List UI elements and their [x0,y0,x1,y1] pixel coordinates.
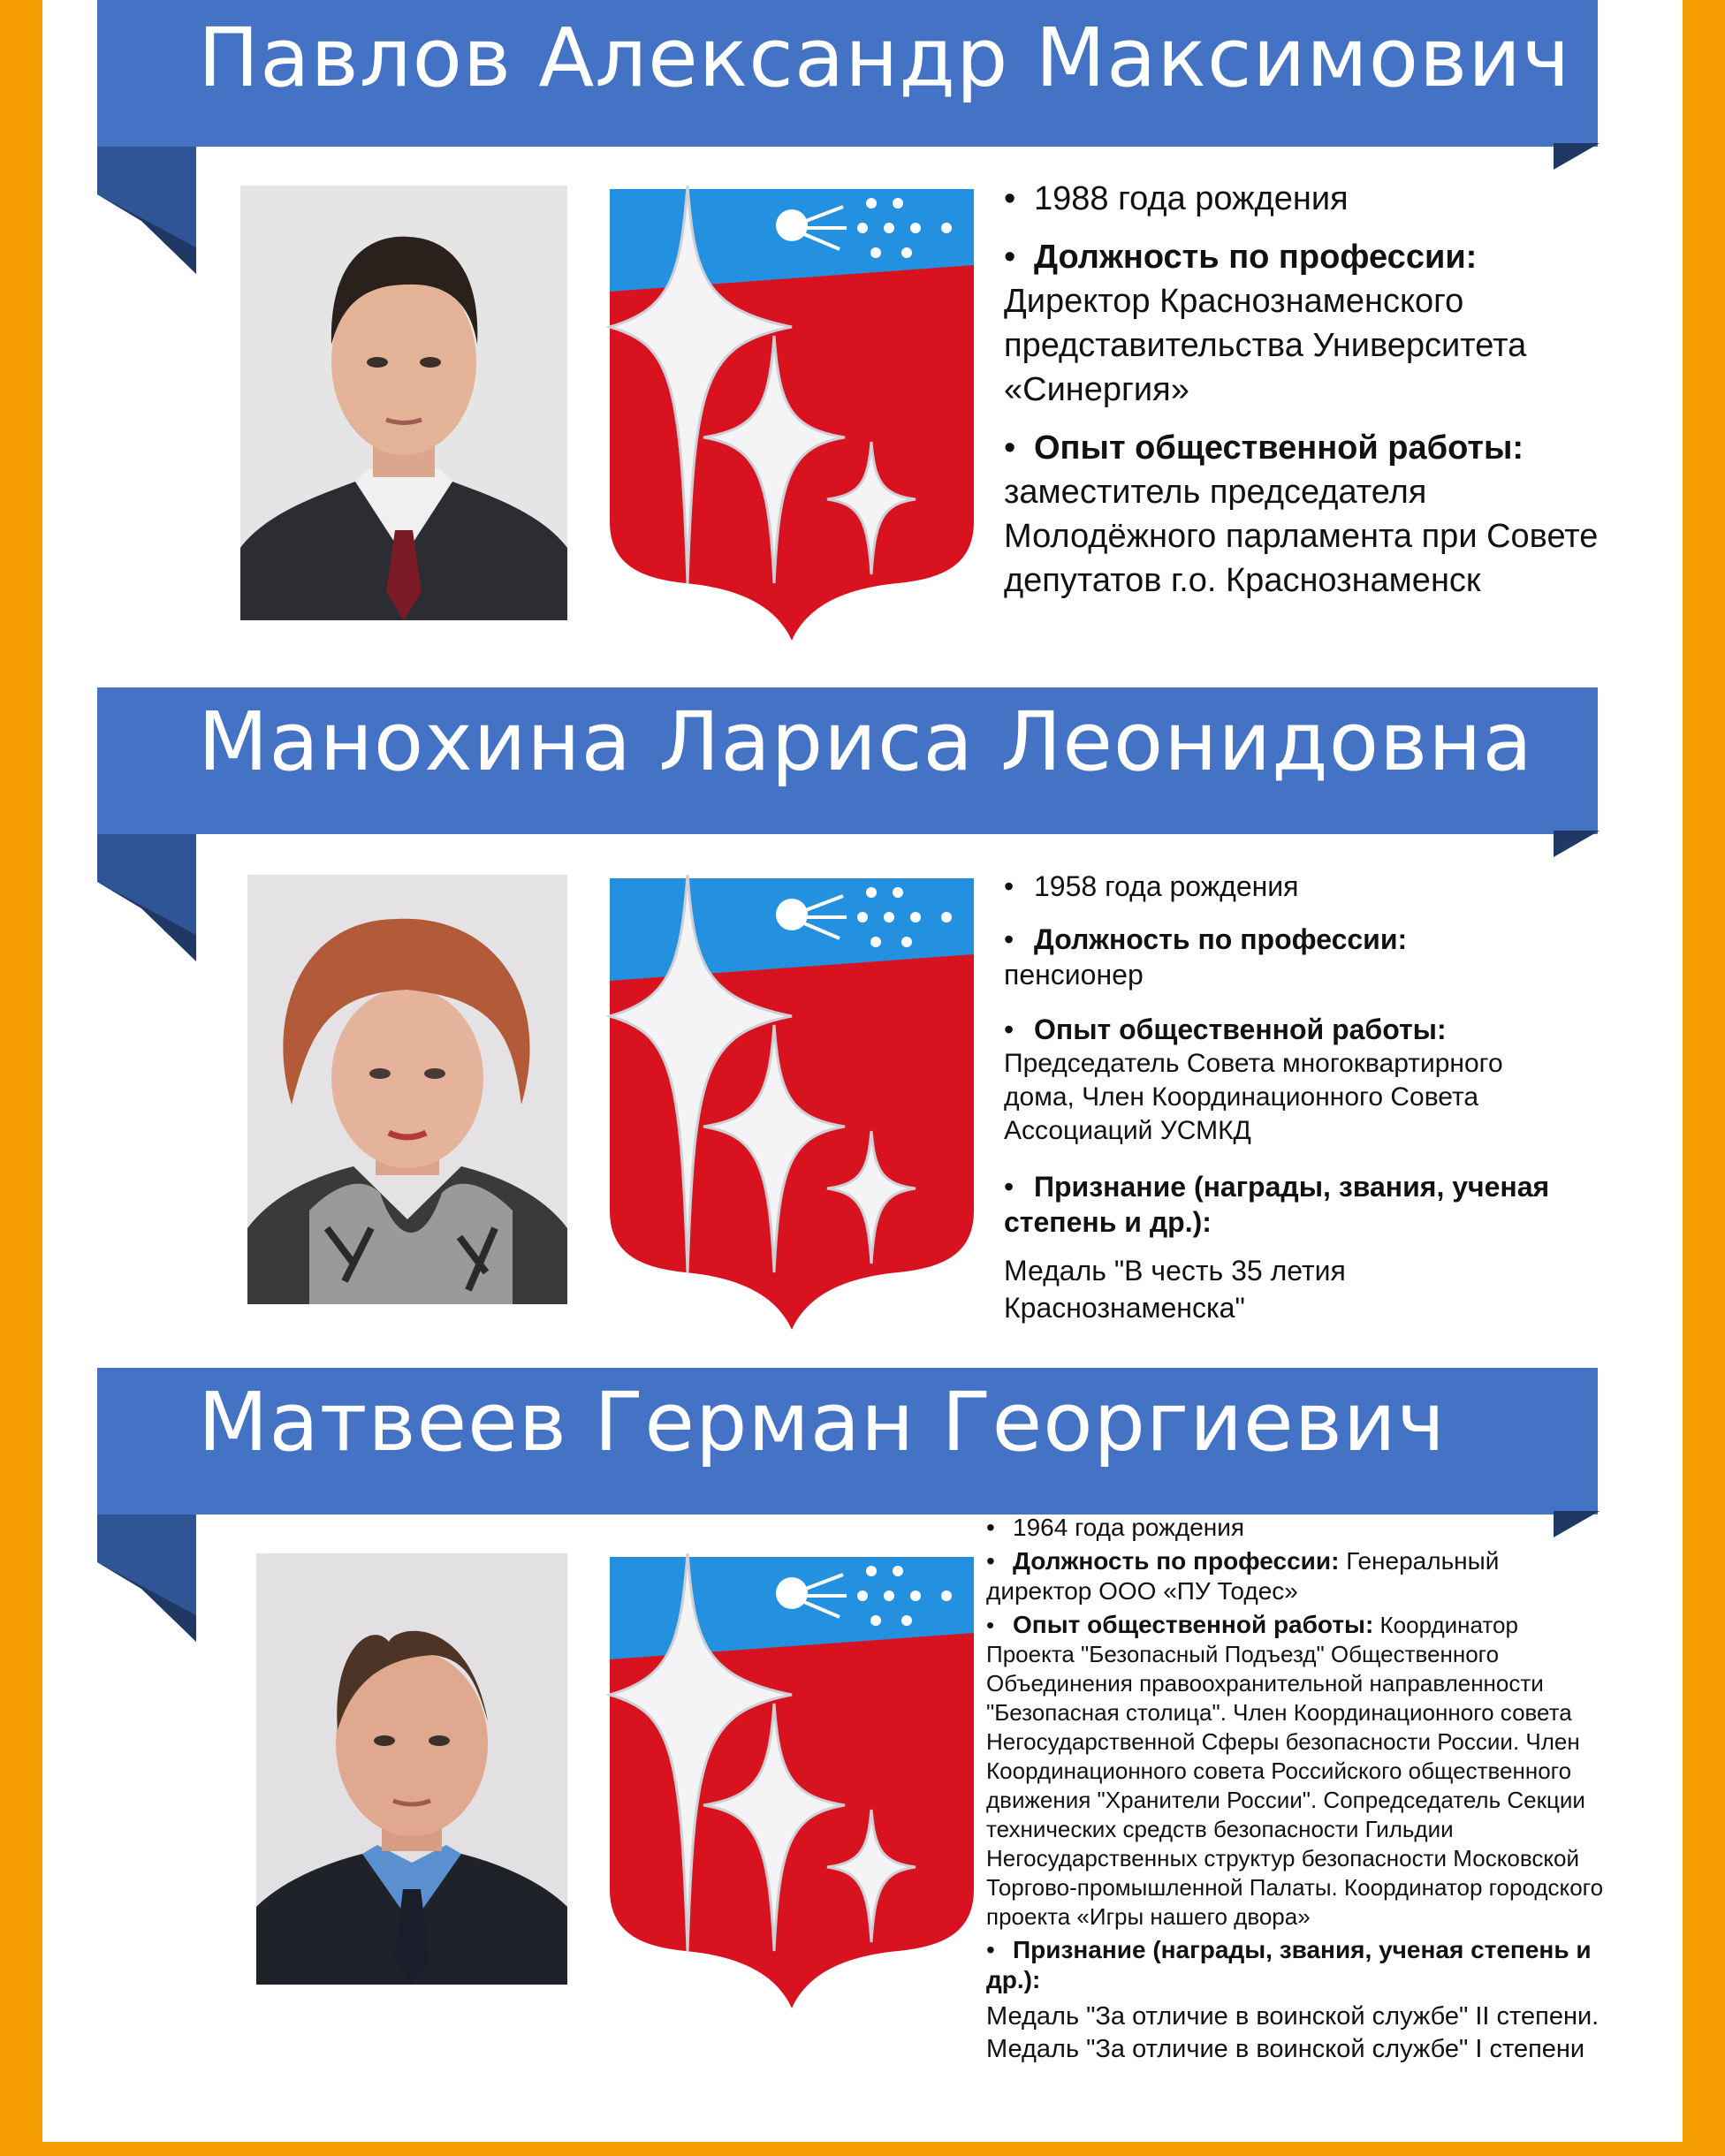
ribbon-fold-right [1554,831,1600,857]
candidate-info [986,1513,1605,2066]
bullet-icon: • [1004,180,1016,217]
bullet-icon: • [986,1547,995,1575]
awards-label: Признание (награды, звания, ученая степень и др.): [1004,1171,1550,1238]
candidate-info [1004,869,1640,1326]
experience-label: Опыт общественной работы: [1013,1611,1374,1638]
candidate-name: Манохина Лариса Леонидовна [198,695,1533,789]
candidate-photo [256,1553,567,1985]
awards-value: Медаль "За отличие в воинской службе" II степени. Медаль "За отличие в воинской службе" I степени [986,2002,1600,2063]
bullet-icon: • [1004,429,1016,467]
experience-label: Опыт общественной работы: [1034,429,1524,467]
bullet-icon: • [1004,1013,1014,1045]
crest-icon [606,1553,977,2013]
candidate-name: Матвеев Герман Георгиевич [198,1375,1447,1469]
candidate-card [42,0,1683,680]
position-value: Директор Краснознаменского представительства Университета «Синергия» [1004,283,1527,408]
candidate-photo [247,875,567,1304]
ribbon-fold-right [1554,143,1600,170]
bullet-icon: • [986,1936,995,1963]
position-value: пенсионер [1004,959,1144,991]
crest-icon [606,875,977,1334]
bullet-icon: • [986,1612,995,1638]
position-label: Должность по профессии: [1034,923,1408,955]
birth-year: 1958 года рождения [1034,870,1299,902]
candidate-info [1004,177,1640,603]
experience-value: заместитель председателя Молодёжного парламента при Совете депутатов г.о. Краснознаменск [1004,474,1599,599]
candidate-card [42,687,1683,1359]
experience-label: Опыт общественной работы: [1034,1013,1447,1045]
position-value: Генеральный директор ООО «ПУ Тодес» [986,1547,1500,1605]
awards-value: Медаль "В честь 35 летия Краснознаменска" [1004,1255,1346,1324]
experience-value: Координатор Проекта "Безопасный Подъезд" Общественного Объединения правоохранительной направленности "Безопасная столица". Член Координационного совета Негосударственной Сферы безопасности России. Член Координационного совета Российского общественного движения "Хранители России". Сопредседатель Секции технических средств безопасности Гильдии Негосударственных структур безопасности Московской Торгово-промышленной Палаты. Координатор городского проекта «Игры нашего двора» [986,1612,1604,1930]
crest-icon [606,186,977,645]
experience-value: Председатель Совета многоквартирного дома, Член Координационного Совета Ассоциаций УСМКД [1004,1049,1503,1145]
candidate-photo [240,186,567,620]
bullet-icon: • [986,1514,995,1541]
bullet-icon: • [1004,870,1014,902]
bullet-icon: • [1004,1171,1014,1203]
candidate-name: Павлов Александр Максимович [198,11,1571,105]
bullet-icon: • [1004,239,1016,276]
candidate-card [42,1368,1683,2142]
birth-year: 1964 года рождения [1013,1514,1245,1541]
position-label: Должность по профессии: [1034,239,1478,276]
bullet-icon: • [1004,923,1014,955]
candidates-sheet [42,0,1683,2142]
position-label: Должность по профессии: [1013,1547,1340,1575]
awards-label: Признание (награды, звания, ученая степень и др.): [986,1936,1592,1993]
birth-year: 1988 года рождения [1034,180,1349,217]
